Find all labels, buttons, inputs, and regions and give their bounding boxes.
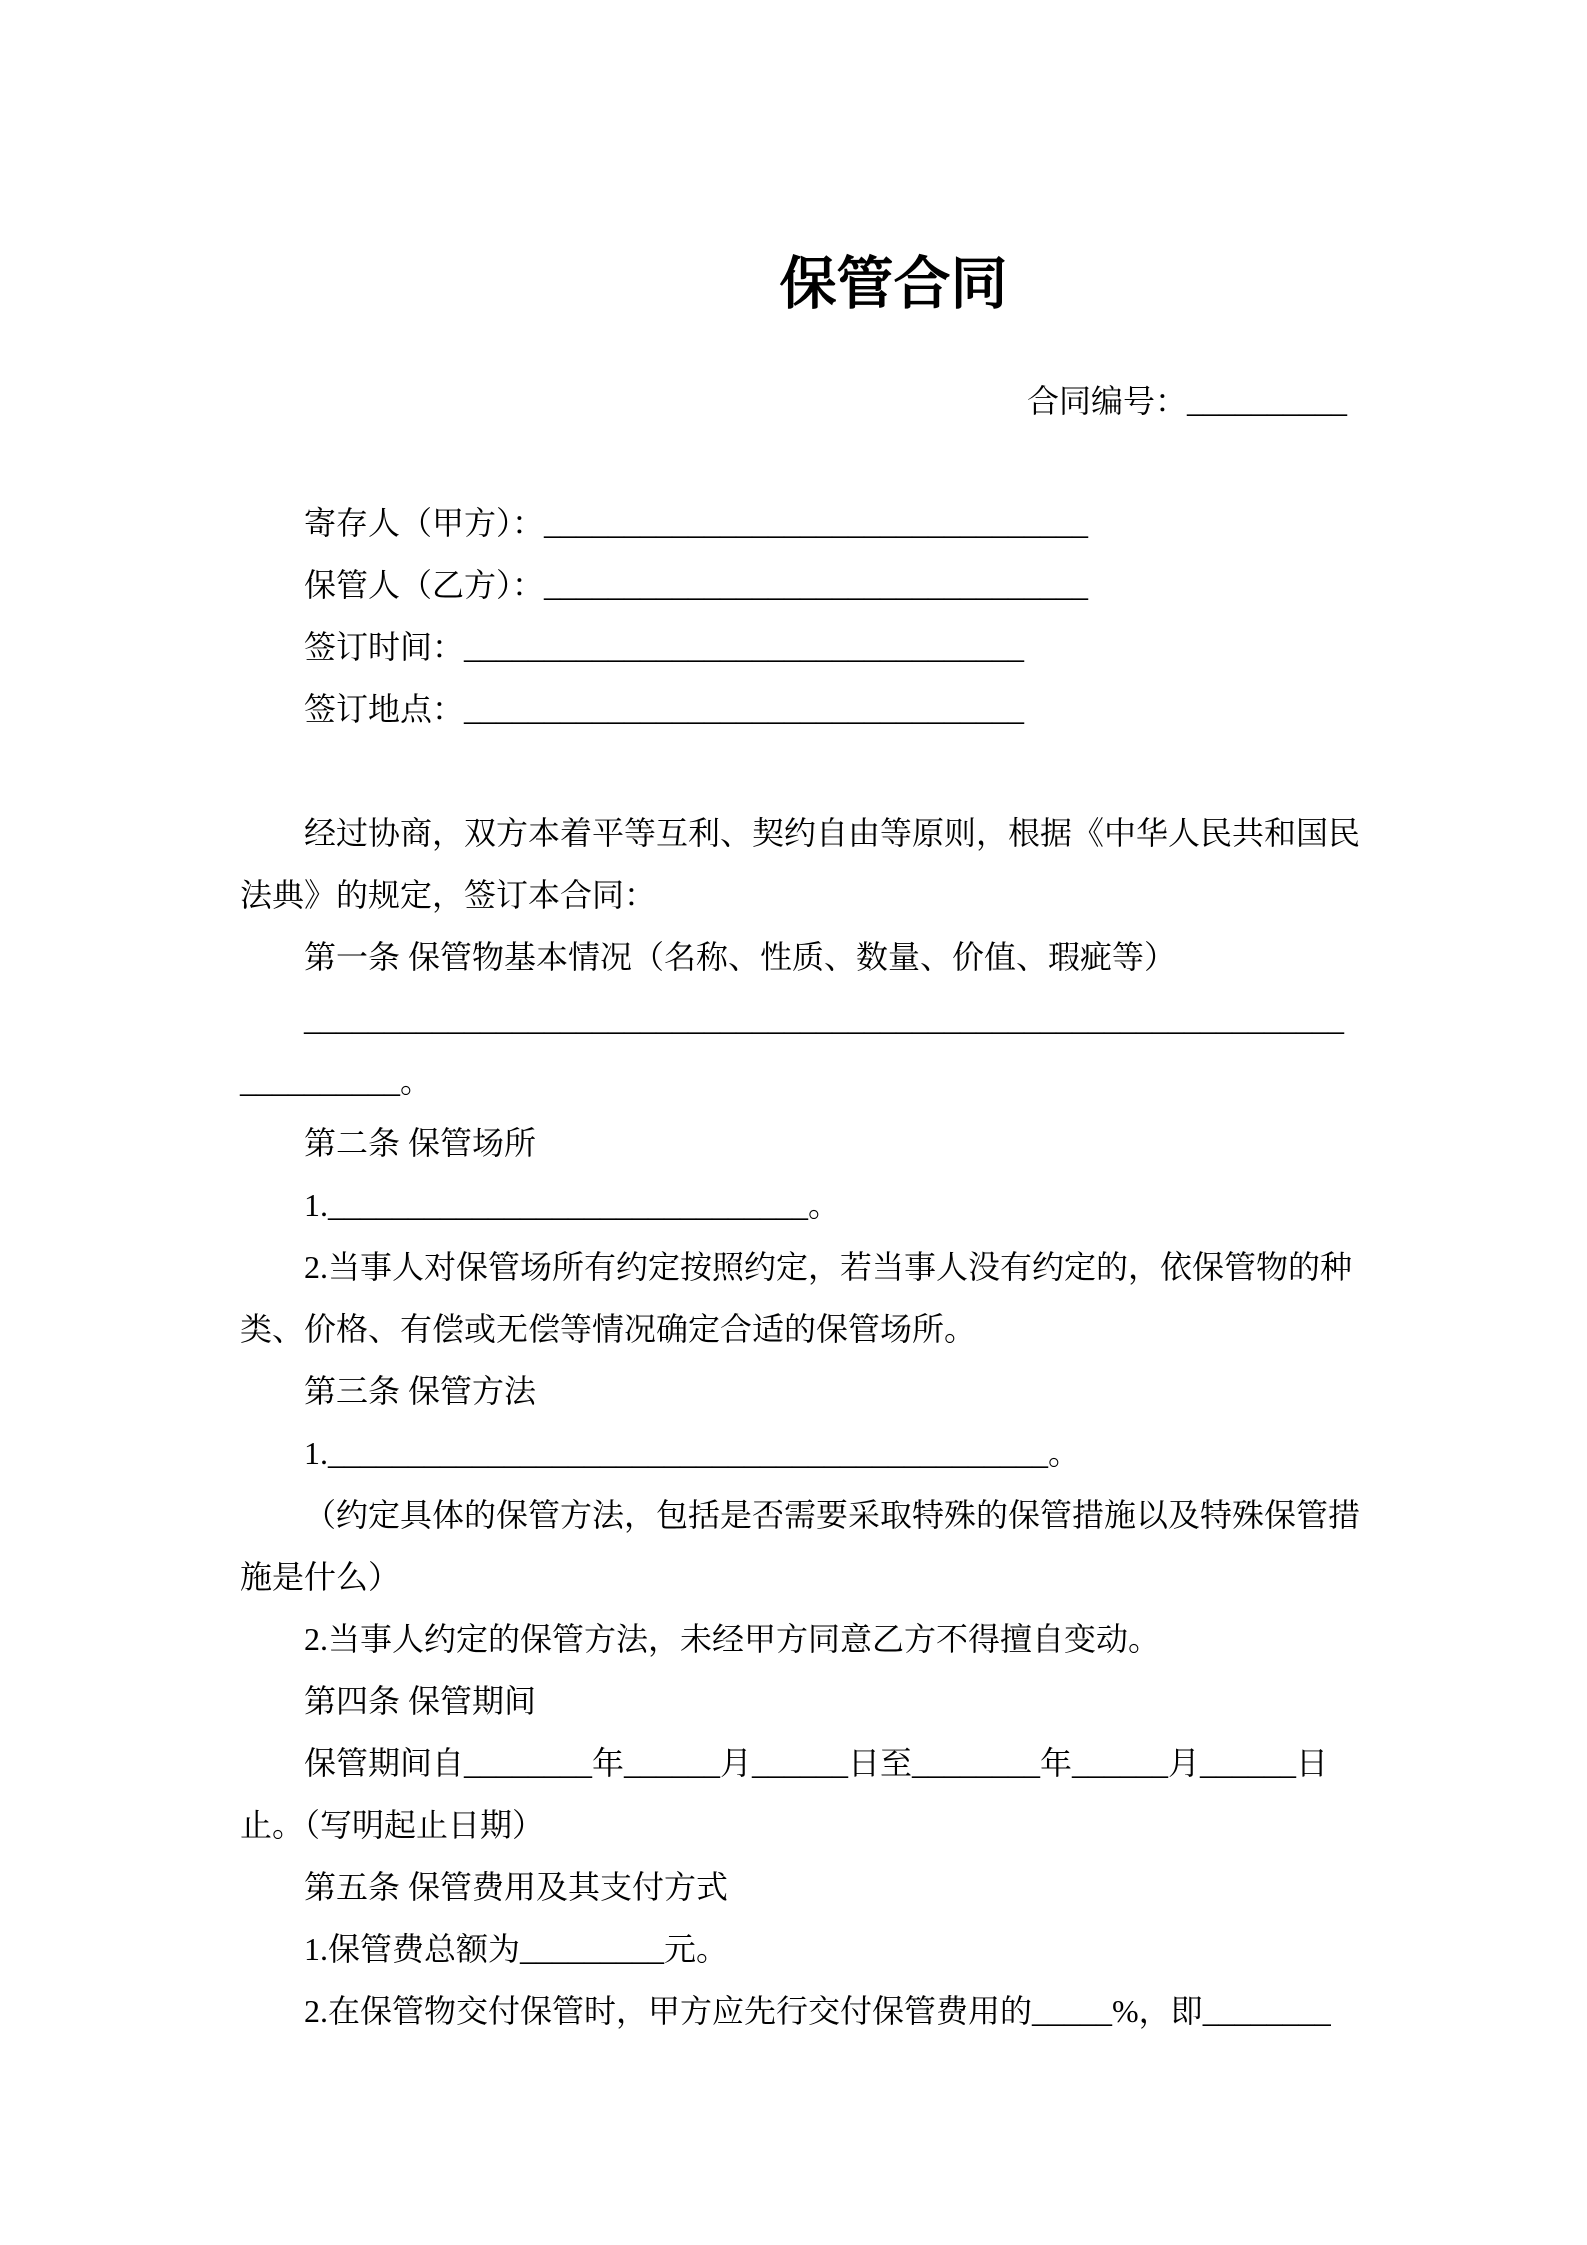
intro-line-2: 法典》的规定，签订本合同： [240,877,657,913]
article3-item1-blank[interactable]: _____________________________________________ [328,1435,1048,1471]
article5-item2-mid: %，即 [1112,1993,1203,2029]
article3-heading: 第三条 保管方法 [304,1373,537,1409]
contract-number-line [240,370,1347,432]
article1-blank-line-1[interactable]: _________________________________________________________________ [304,1001,1344,1037]
article5-item2-line [240,1980,1347,2042]
field-depositor-line [240,492,1347,554]
article4-period-line-1[interactable]: 保管期间自________年______月______日至________年______月______日 [304,1745,1329,1781]
article1-heading: 第一条 保管物基本情况（名称、性质、数量、价值、瑕疵等） [304,939,1177,975]
article2-item1-blank[interactable]: ______________________________ [328,1187,808,1223]
article1-blank-line-2-period: 。 [400,1063,433,1099]
intro-line-1: 经过协商，双方本着平等互利、契约自由等原则，根据《中华人民共和国民 [304,815,1361,851]
article3-item2-line: 2.当事人约定的保管方法，未经甲方同意乙方不得擅自变动。 [304,1621,1161,1657]
article2-item1-suffix: 。 [808,1187,841,1223]
article5-item2-prefix: 2.在保管物交付保管时，甲方应先行交付保管费用的 [304,1993,1033,2029]
field-depositor-blank[interactable]: __________________________________ [544,505,1089,541]
field-sign-time-blank[interactable]: ___________________________________ [464,629,1025,665]
article2-heading: 第二条 保管场所 [304,1125,537,1161]
article3-item1-suffix: 。 [1048,1435,1081,1471]
article5-item1-prefix: 1.保管费总额为 [304,1931,521,1967]
article4-heading: 第四条 保管期间 [304,1683,537,1719]
field-sign-place-blank[interactable]: ___________________________________ [464,691,1025,727]
article4-period-line-2: 止。（写明起止日期） [240,1807,545,1843]
article5-item2-blank-2[interactable]: ________ [1202,1993,1331,2029]
field-depositor-label: 寄存人（甲方）： [304,505,545,541]
article3-note-line-2: 施是什么） [240,1559,401,1595]
field-custodian-line [240,554,1347,616]
article5-heading: 第五条 保管费用及其支付方式 [304,1869,729,1905]
article5-item1-suffix: 元。 [664,1931,729,1967]
field-sign-time-line [240,616,1347,678]
article3-note-line-1: （约定具体的保管方法，包括是否需要采取特殊的保管措施以及特殊保管措 [304,1497,1361,1533]
article1-blank-line-2 [240,1050,1347,1112]
field-sign-place-label: 签订地点： [304,691,465,727]
field-custodian-blank[interactable]: __________________________________ [544,567,1089,603]
article2-item1-line [240,1174,1347,1236]
contract-number-label: 合同编号： [1026,383,1187,419]
article3-item1-prefix: 1. [304,1435,328,1471]
field-sign-time-label: 签订时间： [304,629,465,665]
article2-item2-line-2: 类、价格、有偿或无偿等情况确定合适的保管场所。 [240,1311,977,1347]
article5-item1-blank[interactable]: _________ [520,1931,665,1967]
document-title: 保管合同 [779,253,1008,316]
contract-number-blank[interactable]: __________ [1187,383,1347,419]
article2-item1-prefix: 1. [304,1187,328,1223]
article5-item2-blank-1[interactable]: _____ [1032,1993,1113,2029]
article2-item2-line-1: 2.当事人对保管场所有约定按照约定，若当事人没有约定的，依保管物的种 [304,1249,1353,1285]
article5-item1-line [240,1918,1347,1980]
field-sign-place-line [240,678,1347,740]
article3-item1-line [240,1422,1347,1484]
field-custodian-label: 保管人（乙方）： [304,567,545,603]
article1-blank-line-2-blank[interactable]: __________ [240,1063,400,1099]
